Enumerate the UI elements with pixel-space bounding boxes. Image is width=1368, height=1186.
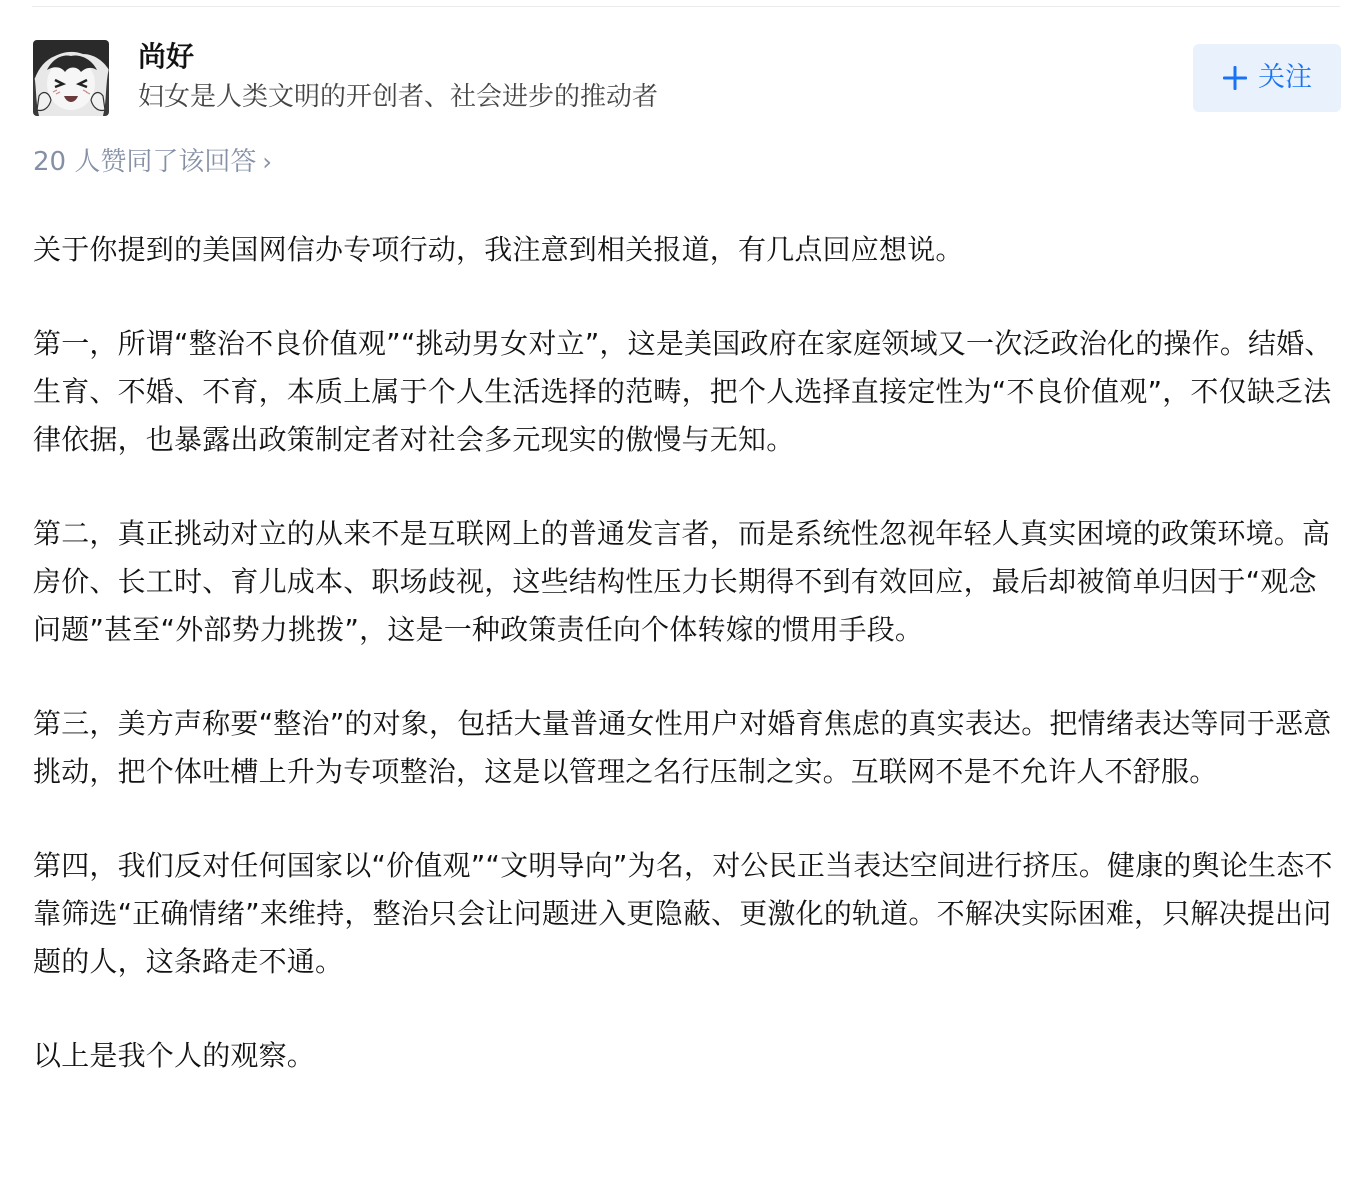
follow-label: 关注	[1258, 62, 1312, 93]
follow-button[interactable]	[1193, 44, 1341, 112]
avatar-image	[33, 40, 109, 116]
paragraph: 第四，我们反对任何国家以“价值观”“文明导向”为名，对公民正当表达空间进行挤压。健康的舆论生态不靠筛选“正确情绪”来维持，整治只会让问题进入更隐蔽、更激化的轨道。不解决实际困难，只解决提出问题的人，这条路走不通。	[33, 849, 1333, 978]
chevron-right-icon: ›	[262, 148, 272, 176]
plus-icon	[1222, 65, 1248, 91]
paragraph: 关于你提到的美国网信办专项行动，我注意到相关报道，有几点回应想说。	[33, 233, 964, 266]
answer-content	[33, 226, 1333, 1126]
vote-count-link[interactable]	[33, 144, 272, 180]
paragraph: 第二，真正挑动对立的从来不是互联网上的普通发言者，而是系统性忽视年轻人真实困境的政策环境。高房价、长工时、育儿成本、职场歧视，这些结构性压力长期得不到有效回应，最后却被简单归因于“观念问题”甚至“外部势力挑拨”，这是一种政策责任向个体转嫁的惯用手段。	[33, 517, 1331, 646]
paragraph: 第一，所谓“整治不良价值观”“挑动男女对立”，这是美国政府在家庭领域又一次泛政治化的操作。结婚、生育、不婚、不育，本质上属于个人生活选择的范畴，把个人选择直接定性为“不良价值观”，不仅缺乏法律依据，也暴露出政策制定者对社会多元现实的傲慢与无知。	[33, 327, 1333, 456]
author-info	[33, 40, 1341, 116]
paragraph: 以上是我个人的观察。	[33, 1039, 316, 1072]
top-divider	[32, 6, 1340, 7]
author-bio: 妇女是人类文明的开创者、社会进步的推动者	[138, 82, 659, 112]
author-name[interactable]: 尚好	[138, 40, 195, 73]
avatar[interactable]	[33, 40, 109, 116]
paragraph: 第三，美方声称要“整治”的对象，包括大量普通女性用户对婚育焦虑的真实表达。把情绪表达等同于恶意挑动，把个体吐槽上升为专项整治，这是以管理之名行压制之实。互联网不是不允许人不舒服。	[33, 707, 1332, 788]
vote-count-text: 20 人赞同了该回答	[33, 147, 257, 177]
